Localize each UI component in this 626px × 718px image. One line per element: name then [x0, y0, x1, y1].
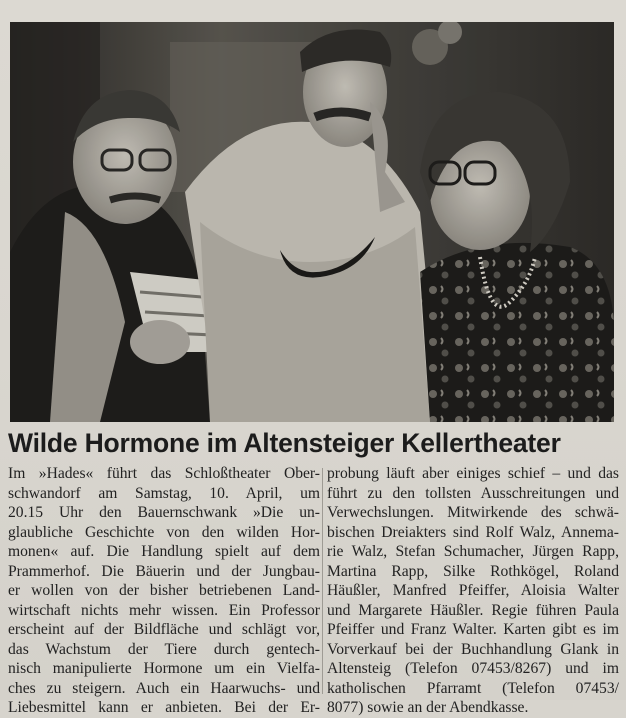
text-line: Altensteig (Telefon 07453/8267) und im — [327, 660, 619, 677]
text-line: Prammerhof. Die Bäuerin und der Jungbau- — [8, 562, 320, 580]
column-divider — [322, 468, 323, 694]
text-line: katholischen Pfarramt (Telefon 07453/ — [327, 679, 619, 697]
text-line: Verwechslungen. Mitwirkende des schwä- — [327, 504, 619, 521]
theater-photo — [10, 22, 614, 422]
text-line: Vorverkauf bei der Buchhandlung Glank in — [327, 640, 619, 658]
text-line: Im »Hades« führt das Schloßtheater Ober- — [8, 465, 320, 482]
text-line: Pfeiffer und Franz Walter. Karten gibt es im — [327, 621, 619, 638]
text-line: glaubliche Geschichte von den wilden Hor- — [8, 523, 320, 541]
article-column-2 — [327, 464, 619, 718]
text-line: rie Walz, Stefan Schumacher, Jürgen Rapp, — [327, 543, 619, 560]
text-line: ches zu steigern. Auch ein Haarwuchs- und — [8, 679, 320, 697]
text-line: 20.15 Uhr den Bauernschwank »Die un- — [8, 504, 320, 521]
text-line: 8077) sowie an der Abendkasse. — [327, 699, 529, 716]
text-line: Häußler, Manfred Pfeiffer, Aloisia Walter — [327, 582, 619, 599]
text-line: und Margarete Häußler. Regie führen Paula — [327, 601, 619, 619]
photo-illustration — [10, 22, 614, 422]
text-line: erscheint auf der Bildfläche und schlägt vor, — [8, 621, 320, 638]
text-line: bischen Dreiakters sind Rolf Walz, Annema- — [327, 523, 619, 541]
article-column-1 — [8, 464, 320, 718]
text-line: schwandorf am Samstag, 10. April, um — [8, 484, 320, 502]
text-line: führt zu den tollsten Ausschreitungen und — [327, 484, 619, 502]
text-line: nisch manipulierte Hormone um ein Vielfa- — [8, 660, 320, 677]
text-line: probung läuft aber einiges schief – und das — [327, 465, 619, 482]
article-headline: Wilde Hormone im Altensteiger Kellertheater — [8, 428, 561, 458]
text-line: wirtschaft nichts mehr wissen. Ein Professor — [8, 601, 320, 619]
text-line: das Wachstum der Tiere durch gentech- — [8, 640, 320, 658]
text-line: Martina Rapp, Silke Rothkögel, Roland — [327, 562, 619, 580]
text-line: monen« auf. Die Handlung spielt auf dem — [8, 543, 320, 560]
text-line: Liebesmittel kann er anbieten. Bei der Er- — [8, 699, 320, 716]
text-line: er wollen von der bisher betriebenen Land- — [8, 582, 320, 599]
